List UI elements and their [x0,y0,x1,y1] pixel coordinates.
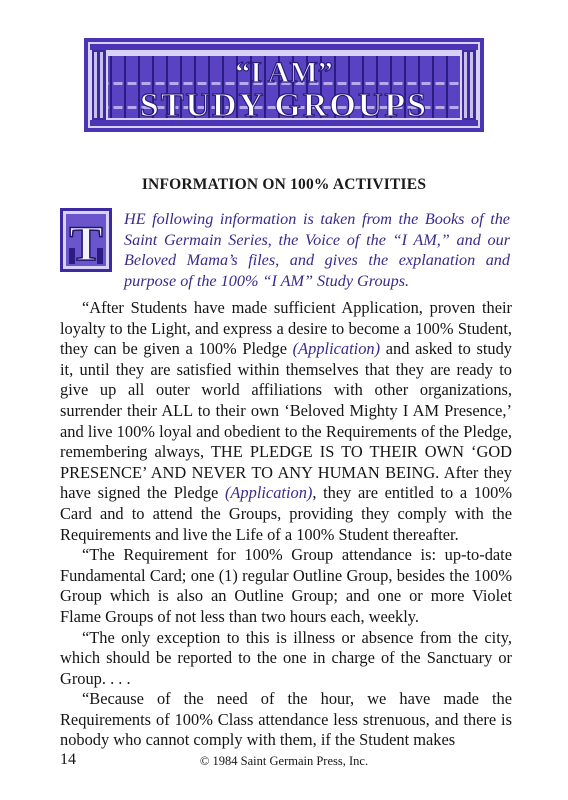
page-number: 14 [60,751,76,768]
paragraph-1-part-a: “After Students have made sufficient Application, proven their loyalty to the Light, and express a desire to become a 100% Student, they can be given a 100% Pledge [60,298,512,359]
paragraph-1 [60,298,512,545]
paragraph-1-part-e: , they are entitled to a 100% Card and to attend the Groups, providing they comply with the Requirements and live the Life of a 100% Student thereafter. [60,483,512,544]
illuminated-letter-icon [60,208,112,272]
paragraph-3: “The only exception to this is illness or absence from the city, which should be reported to the one in charge of the Sanctuary or Group. . . . [60,627,512,688]
section-heading: INFORMATION ON 100% ACTIVITIES [141,176,427,193]
banner-line1: “I AM” [235,56,333,89]
application-emphasis: (Application) [224,483,313,503]
copyright-notice: © 1984 Saint Germain Press, Inc. [199,754,369,768]
body-text [60,298,512,751]
paragraph-4: “Because of the need of the hour, we have made the Requirements of 100% Class attendance less strenuous, and there is nobody who cannot comply with them, if the Student makes [60,689,512,750]
dropcap-letter: T [69,215,103,271]
paragraph-2: “The Requirement for 100% Group attendance is: up-to-date Fundamental Card; one (1) regular Outline Group, besides the 100% Group which is also an Outline Group; and one or more Violet Flame Groups of not less than two hours each, weekly. [60,545,512,626]
intro-paragraph [124,209,510,291]
banner-line2: STUDY GROUPS [139,87,429,124]
study-groups-banner [84,38,484,132]
paragraph-1-part-c: and asked to study it, until they are satisfied within themselves that they are ready to give up all outer world affiliations with other organizations, surrender their ALL to their own ‘Beloved Mighty I AM Presence,’ and live 100% loyal and obedient to the Requirements of the Pledge, remembering always, THE PLEDGE IS TO THEIR OWN ‘GOD PRESENCE’ AND NEVER TO ANY HUMAN BEING. After they have signed the Pledge [60,339,512,503]
intro-text: HE following information is taken from the Books of the Saint Germain Series, the Voice of the “I AM,” and our Beloved Mama’s files, and gives the explanation and purpose of the 100% “I AM” Study Groups. [124,210,510,290]
application-emphasis: (Application) [292,339,381,359]
